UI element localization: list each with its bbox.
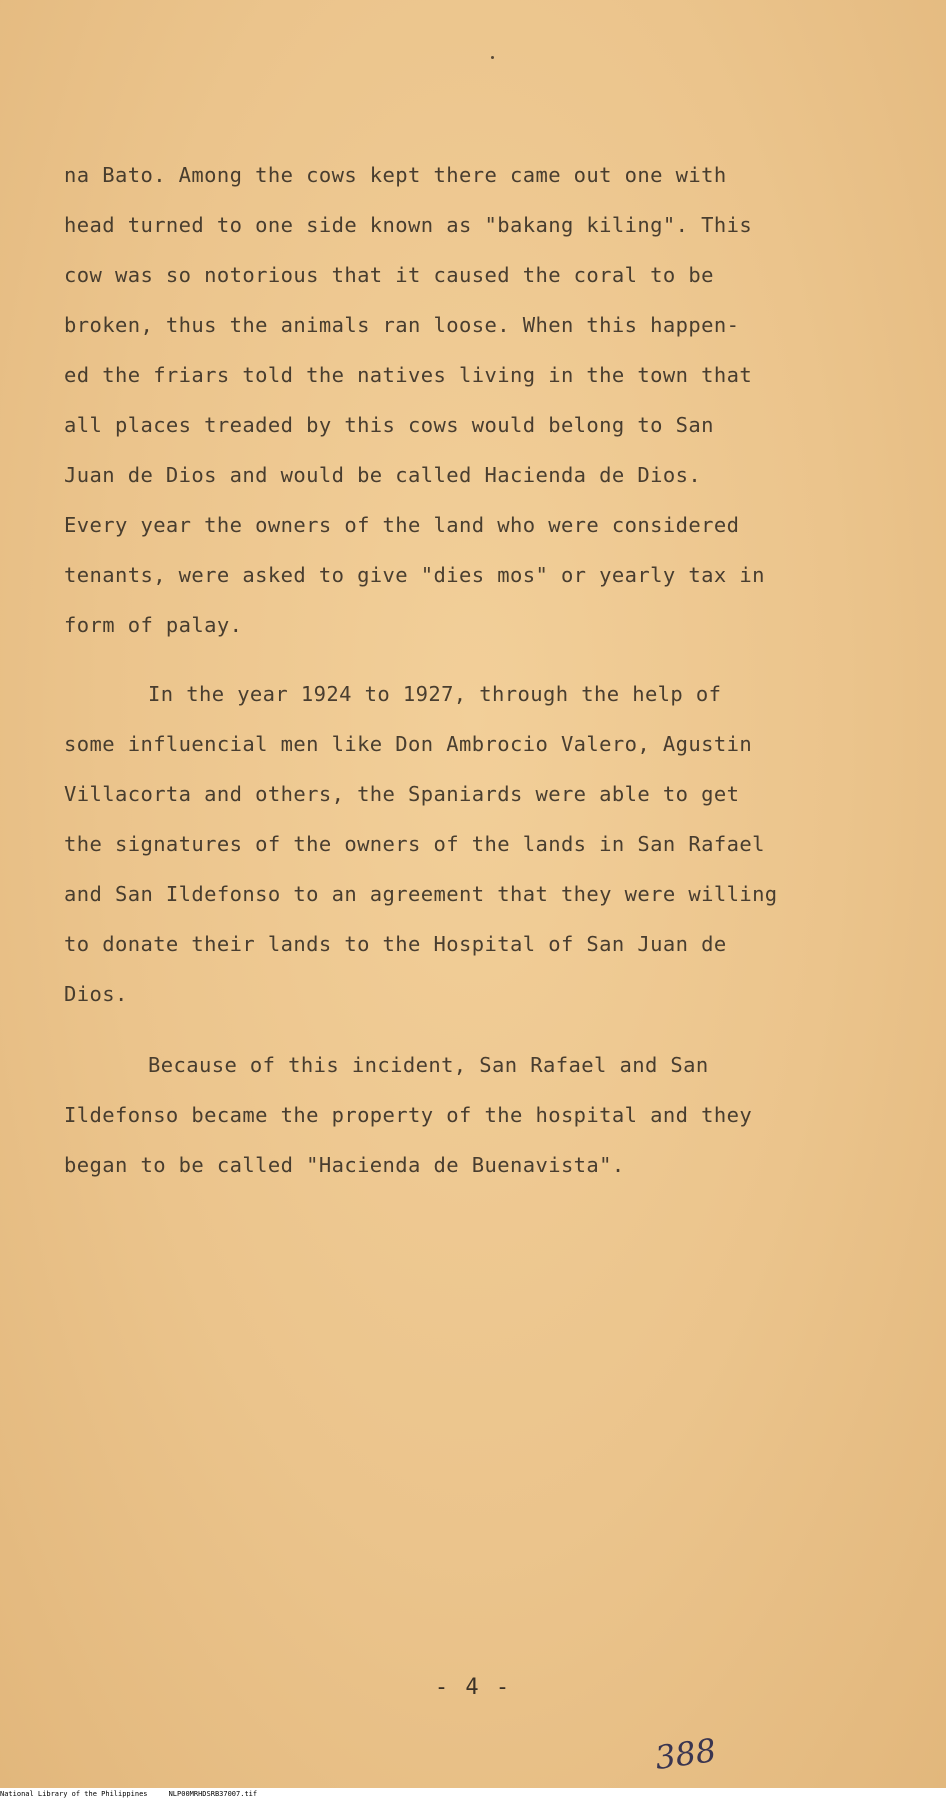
text-line: broken, thus the animals ran loose. When this happen- bbox=[64, 313, 740, 337]
text-line: head turned to one side known as "bakang kiling". This bbox=[64, 213, 753, 237]
scan-footer bbox=[0, 1788, 946, 1800]
text-line: Juan de Dios and would be called Hacienda de Dios. bbox=[64, 463, 702, 487]
text-line: Because of this incident, San Rafael and San bbox=[148, 1053, 709, 1077]
paper-speck bbox=[491, 56, 494, 59]
text-line: form of palay. bbox=[64, 613, 243, 637]
paragraph-3 bbox=[64, 1040, 894, 1190]
footer-library: National Library of the Philippines bbox=[0, 1790, 148, 1798]
text-line: to donate their lands to the Hospital of San Juan de bbox=[64, 932, 727, 956]
text-line: the signatures of the owners of the lands in San Rafael bbox=[64, 832, 765, 856]
text-line: some influencial men like Don Ambrocio Valero, Agustin bbox=[64, 732, 753, 756]
footer-filename: NLP00MRHDSRB37007.tif bbox=[168, 1790, 258, 1798]
text-line: Ildefonso became the property of the hospital and they bbox=[64, 1103, 753, 1127]
text-line: In the year 1924 to 1927, through the help of bbox=[148, 682, 722, 706]
text-line: Villacorta and others, the Spaniards were able to get bbox=[64, 782, 740, 806]
text-line: and San Ildefonso to an agreement that they were willing bbox=[64, 882, 778, 906]
text-line: all places treaded by this cows would belong to San bbox=[64, 413, 714, 437]
text-line: began to be called "Hacienda de Buenavista". bbox=[64, 1153, 625, 1177]
paragraph-2 bbox=[64, 669, 894, 1019]
text-line: na Bato. Among the cows kept there came out one with bbox=[64, 163, 727, 187]
text-line: ed the friars told the natives living in the town that bbox=[64, 363, 753, 387]
handwritten-folio-number: 388 bbox=[652, 1730, 719, 1778]
text-line: tenants, were asked to give "dies mos" or yearly tax in bbox=[64, 563, 765, 587]
page-number: - 4 - bbox=[434, 1675, 512, 1700]
text-line: cow was so notorious that it caused the coral to be bbox=[64, 263, 714, 287]
text-line: Dios. bbox=[64, 982, 128, 1006]
text-line: Every year the owners of the land who were considered bbox=[64, 513, 740, 537]
paragraph-1 bbox=[64, 150, 894, 650]
